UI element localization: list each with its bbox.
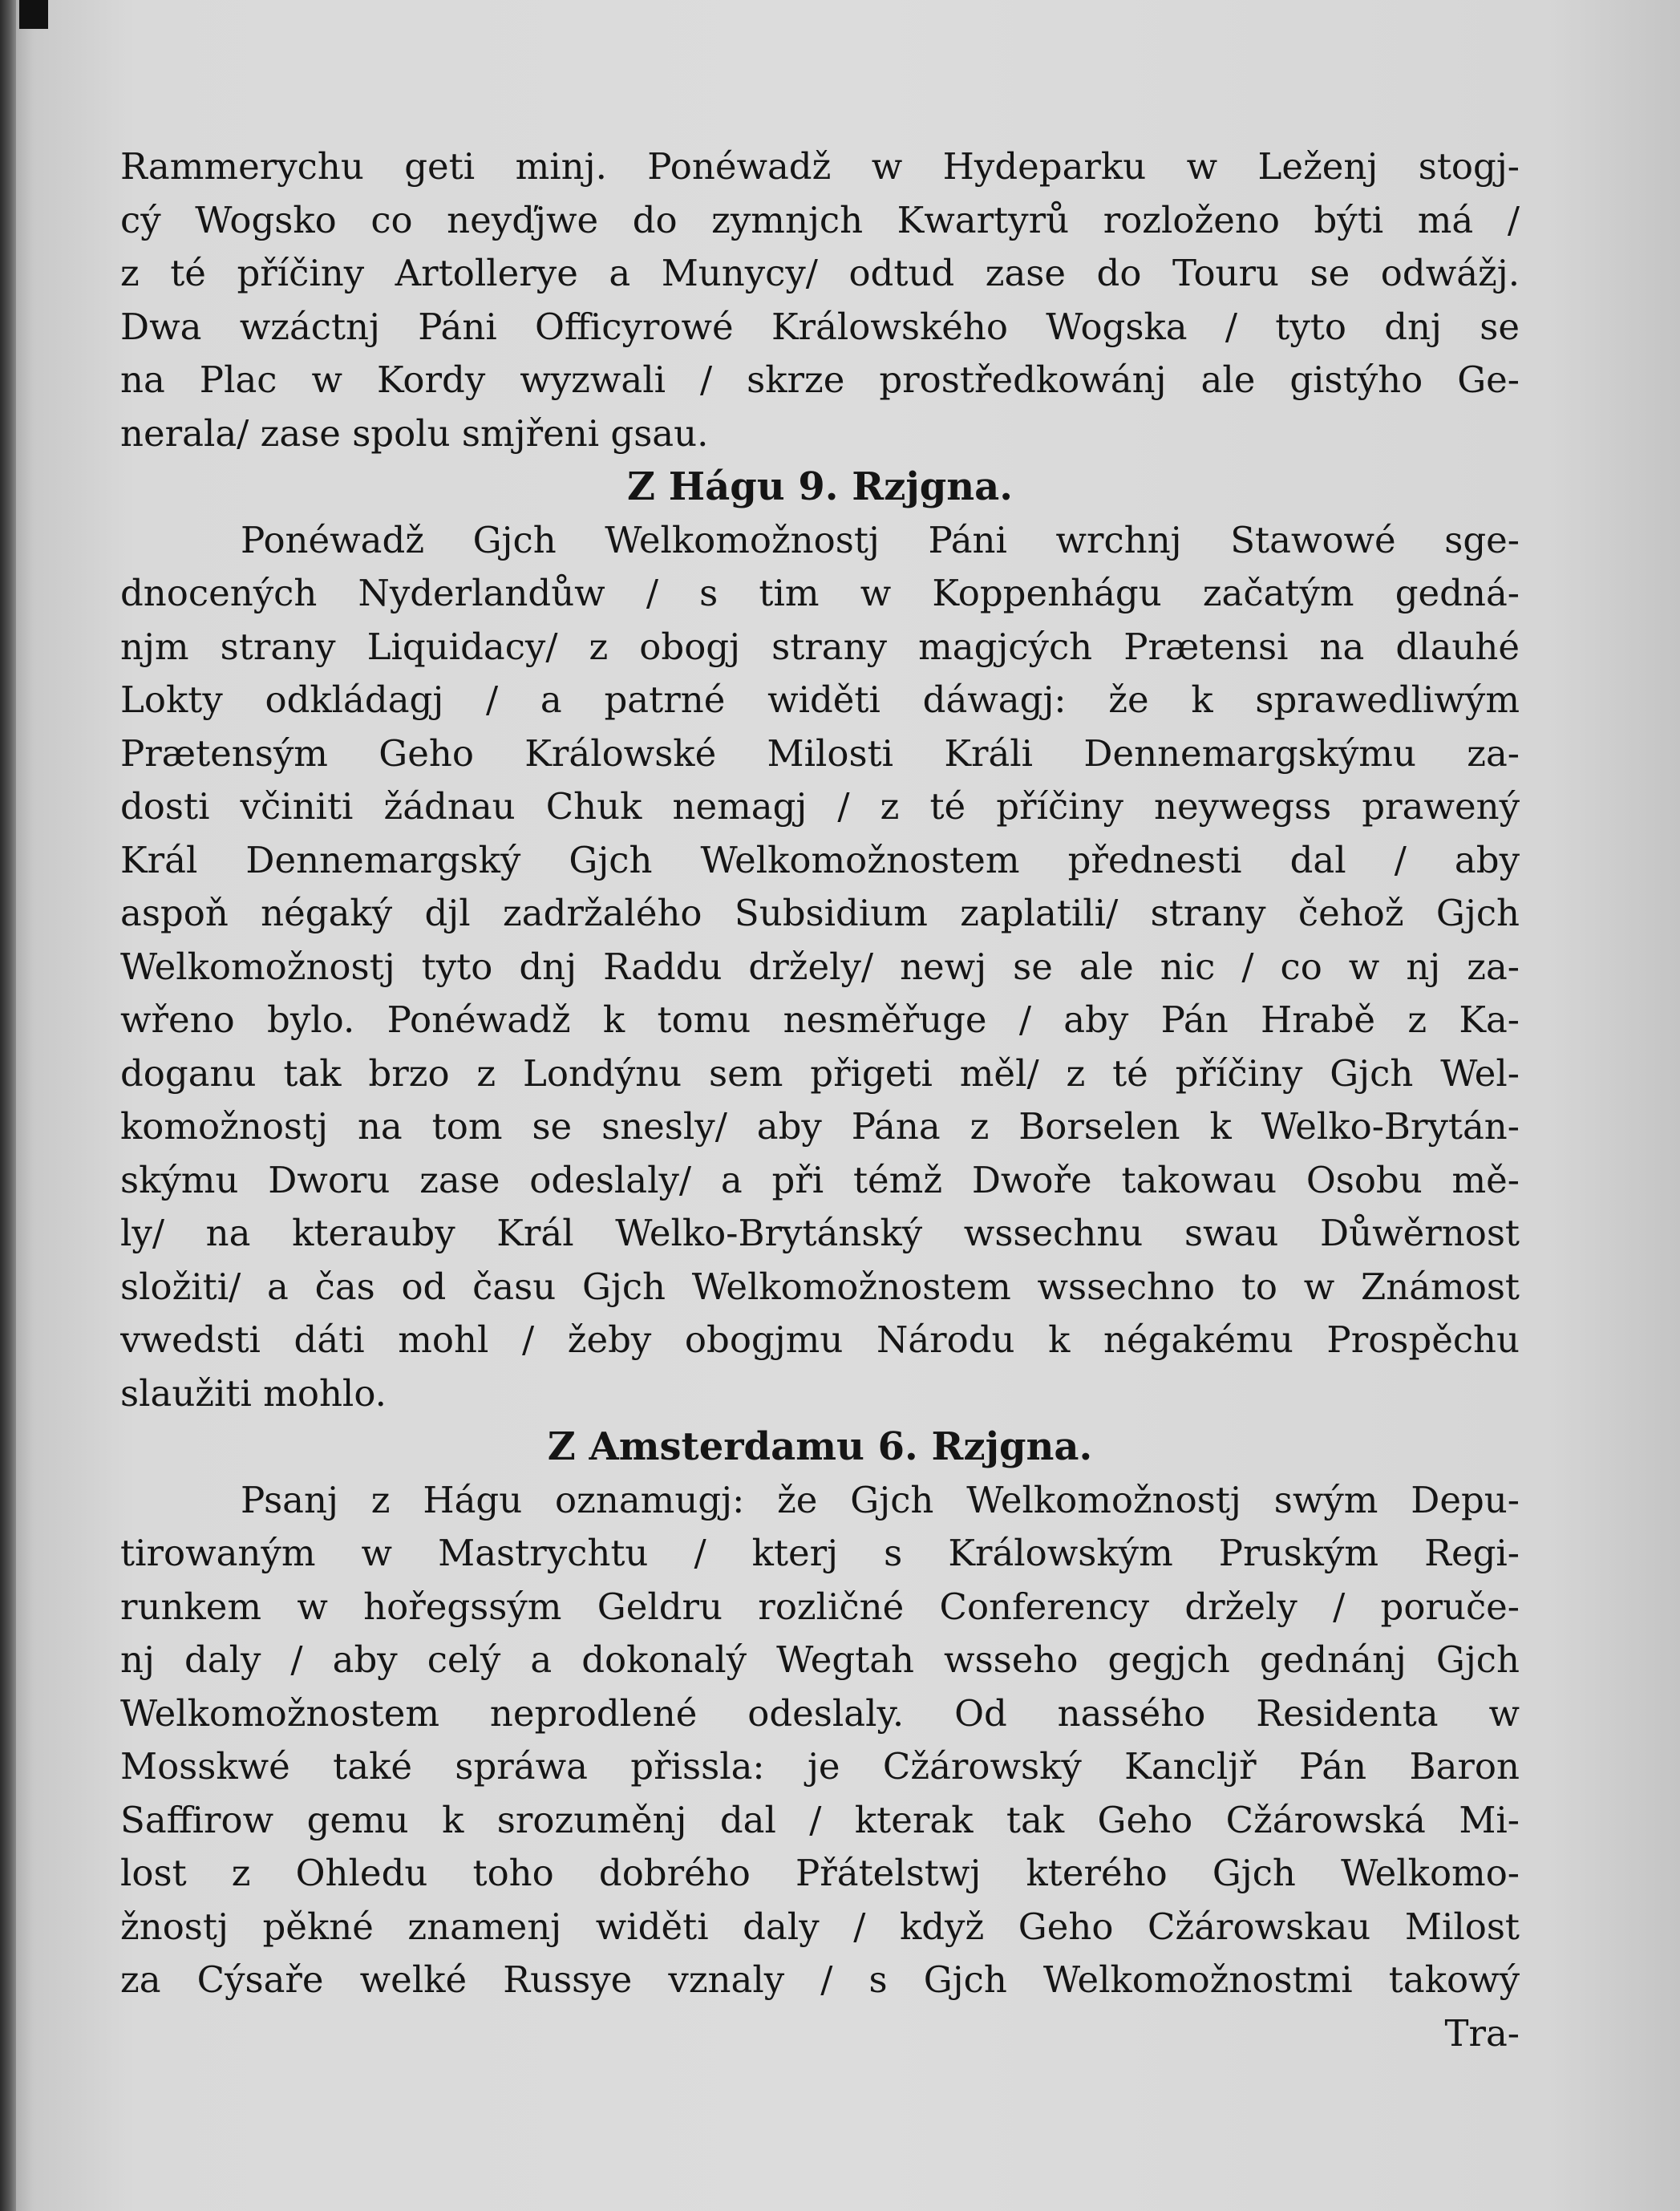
section-heading-amsterdam: Z Amsterdamu 6. Rzjgna. xyxy=(547,1424,1093,1469)
book-spine-shadow xyxy=(0,0,16,2211)
text-line: dnocených Nyderlandůw / s tim w Koppenhágu začatým gedná- xyxy=(120,572,1520,614)
section-heading-hague: Z Hágu 9. Rzjgna. xyxy=(627,464,1013,509)
text-line: wřeno bylo. Ponéwadž k tomu nesměřuge / aby Pán Hrabě z Ka- xyxy=(120,998,1520,1041)
text-line: Král Dennemargský Gjch Welkomožnostem přednesti dal / aby xyxy=(120,838,1520,881)
text-line: Welkomožnostem neprodlené odeslaly. Od nassého Residenta w xyxy=(120,1691,1520,1735)
text-line: aspoň négaký djl zadržalého Subsidium zaplatili/ strany čehož Gjch xyxy=(120,892,1520,934)
text-line: za Cýsaře welké Russye vznaly / s Gjch Welkomožnostmi takowý xyxy=(120,1958,1520,2001)
text-line: ly/ na kterauby Král Welko-Brytánský wssechnu swau Důwěrnost xyxy=(120,1212,1520,1254)
text-line: cý Wogsko co neyďjwe do zymnjch Kwartyrů rozloženo býti má / xyxy=(120,198,1520,241)
text-line: doganu tak brzo z Londýnu sem přigeti měl/ z té příčiny Gjch Wel- xyxy=(120,1051,1520,1095)
text-line: komožnostj na tom se snesly/ aby Pána z Borselen k Welko-Brytán- xyxy=(120,1105,1520,1148)
text-line: složiti/ a čas od času Gjch Welkomožnostem wssechno to w Známost xyxy=(120,1265,1520,1308)
text-line: Prætensým Geho Králowské Milosti Králi Dennemargskýmu za- xyxy=(120,731,1520,775)
page-text-block xyxy=(120,140,1520,2060)
text-line: Rammerychu geti minj. Ponéwadž w Hydeparku w Leženj stogj- xyxy=(120,145,1520,188)
paragraph-first-line: Ponéwadž Gjch Welkomožnostj Páni wrchnj Stawowé sge- xyxy=(241,518,1520,561)
text-line: Dwa wzáctnj Páni Officyrowé Králowského Wogska / tyto dnj se xyxy=(120,305,1520,348)
text-line: slaužiti mohlo. xyxy=(120,1371,387,1415)
paragraph-first-line: Psanj z Hágu oznamugj: že Gjch Welkomožnostj swým Depu- xyxy=(241,1478,1520,1521)
text-line: nj daly / aby celý a dokonalý Wegtah wsseho gegjch gednánj Gjch xyxy=(120,1638,1520,1681)
text-line: runkem w hořegssým Geldru rozličné Conferency držely / poruče- xyxy=(120,1585,1520,1628)
text-line: Welkomožnostj tyto dnj Raddu držely/ newj se ale nic / co w nj za- xyxy=(120,945,1520,988)
text-line: nerala/ zase spolu smjřeni gsau. xyxy=(120,411,709,455)
text-line: žnostj pěkné znamenj widěti daly / když Geho Cžárowskau Milost xyxy=(120,1905,1520,1948)
text-line: z té příčiny Artollerye a Munycy/ odtud zase do Touru se odwážj. xyxy=(120,252,1520,294)
text-line: na Plac w Kordy wyzwali / skrze prostředkowánj ale gistýho Ge- xyxy=(120,358,1520,401)
text-line: skýmu Dworu zase odeslaly/ a při témž Dwoře takowau Osobu mě- xyxy=(120,1158,1520,1201)
text-line: vwedsti dáti mohl / žeby obogjmu Národu k négakému Prospěchu xyxy=(120,1318,1520,1361)
text-line: lost z Ohledu toho dobrého Přátelstwj kterého Gjch Welkomo- xyxy=(120,1852,1520,1894)
text-line: njm strany Liquidacy/ z obogj strany magjcých Prætensi na dlauhé xyxy=(120,625,1520,668)
scan-corner-mark xyxy=(19,0,48,29)
text-line: tirowaným w Mastrychtu / kterj s Králowským Pruským Regi- xyxy=(120,1532,1520,1574)
text-line: Lokty odkládagj / a patrné widěti dáwagj: že k sprawedliwým xyxy=(120,678,1520,721)
text-line: Saffirow gemu k srozuměnj dal / kterak tak Geho Cžárowská Mi- xyxy=(120,1798,1520,1841)
catchword: Tra- xyxy=(1444,2011,1520,2055)
text-line: Mosskwé také spráwa přissla: je Cžárowský Kancljř Pán Baron xyxy=(120,1745,1520,1788)
text-line: dosti včiniti žádnau Chuk nemagj / z té příčiny neywegss prawený xyxy=(120,785,1520,828)
